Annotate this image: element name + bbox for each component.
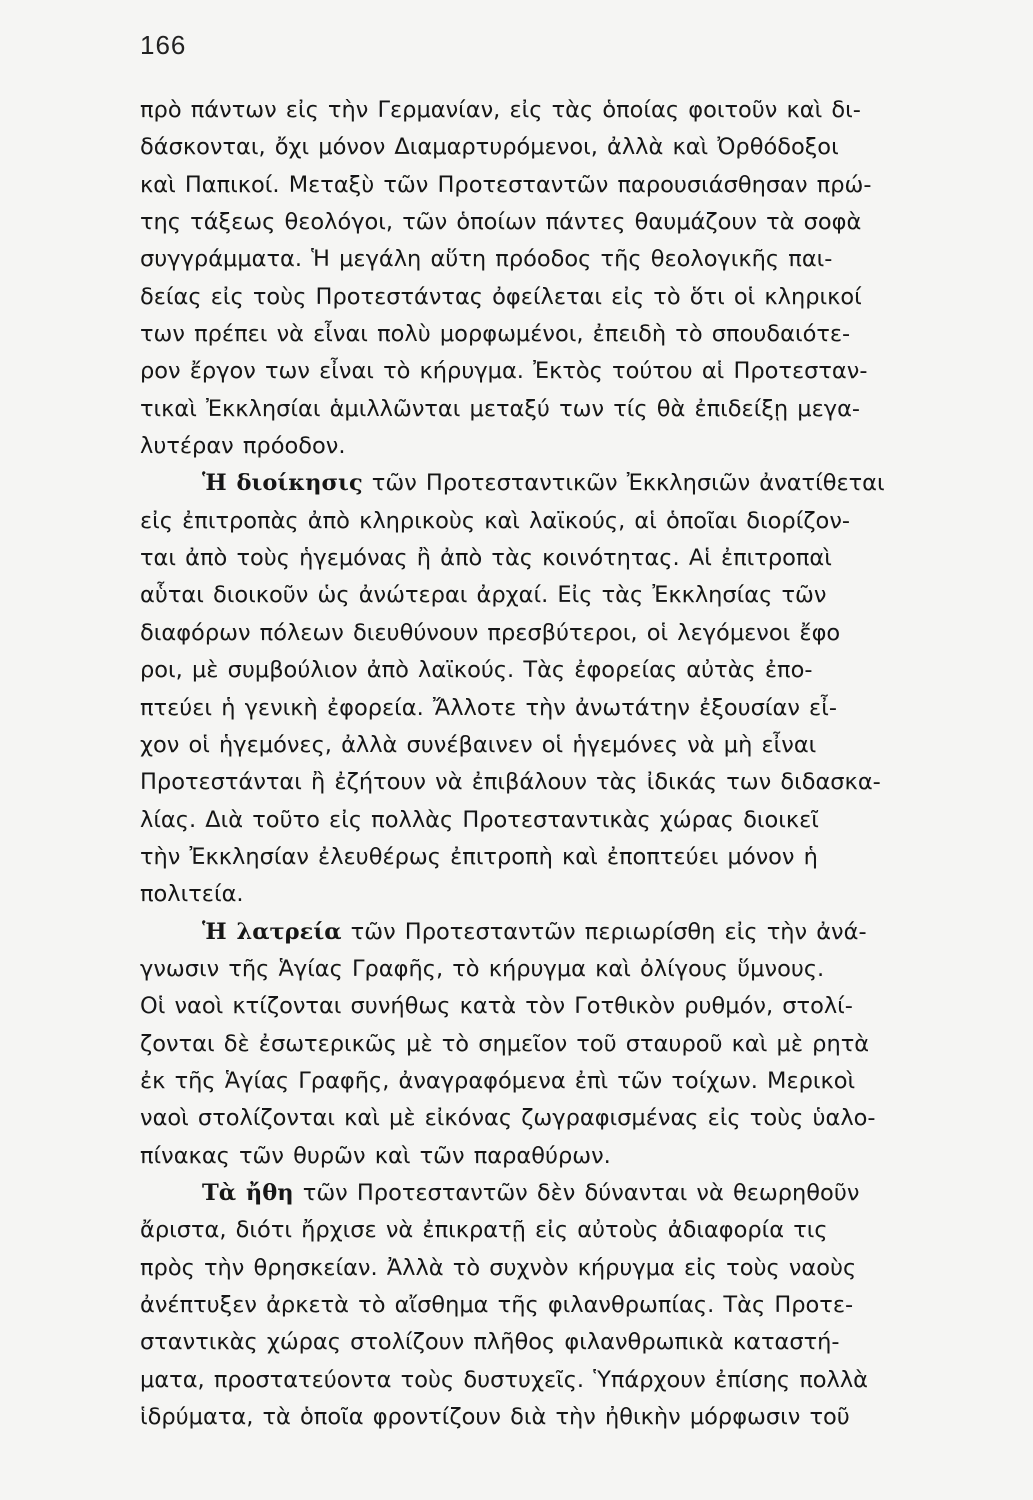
text-line: Προτεστάνται ἢ ἐζήτουν νὰ ἐπιβάλουν τὰς ἰδικάς των διδασκα-: [140, 769, 881, 796]
text-line: λίας. Διὰ τοῦτο εἰς πολλὰς Προτεσταντικὰς χώρας διοικεῖ: [140, 806, 819, 833]
text-line: Οἱ ναοὶ κτίζονται συνήθως κατὰ τὸν Γοτθικὸν ρυθμόν, στολί-: [140, 993, 853, 1020]
text-line: ναοὶ στολίζονται καὶ μὲ εἰκόνας ζωγραφισμένας εἰς τοὺς ὑαλο-: [140, 1105, 876, 1132]
text-line: ροι, μὲ συμβούλιον ἀπὸ λαϊκούς. Τὰς ἐφορείας αὐτὰς ἐπο-: [140, 657, 813, 684]
text-line: λυτέραν πρόοδον.: [140, 433, 346, 460]
text-line: ρον ἔργον των εἶναι τὸ κήρυγμα. Ἐκτὸς τούτου αἱ Προτεσταν-: [140, 358, 868, 385]
text-line: χον οἱ ἡγεμόνες, ἀλλὰ συνέβαινεν οἱ ἡγεμόνες νὰ μὴ εἶναι: [140, 731, 817, 758]
text-line: πολιτεία.: [140, 881, 244, 908]
text-line: εἰς ἐπιτροπὰς ἀπὸ κληρικοὺς καὶ λαϊκούς, αἱ ὁποῖαι διορίζον-: [140, 507, 851, 534]
text-line: ζονται δὲ ἐσωτερικῶς μὲ τὸ σημεῖον τοῦ σταυροῦ καὶ μὲ ρητὰ: [140, 1030, 870, 1057]
section-heading-morals: Τὰ ἤθη: [202, 1179, 294, 1206]
paragraph-administration-start: Ἡ διοίκησις τῶν Προτεσταντικῶν Ἐκκλησιῶν ἀνατίθεται: [202, 470, 885, 497]
text-line: πρὸ πάντων εἰς τὴν Γερμανίαν, εἰς τὰς ὁποίας φοιτοῦν καὶ δι-: [140, 97, 861, 123]
text-line: ἱδρύματα, τὰ ὁποῖα φροντίζουν διὰ τὴν ἠθικὴν μόρφωσιν τοῦ: [140, 1404, 850, 1431]
text-line: ἀνέπτυξεν ἀρκετὰ τὸ αἴσθημα τῆς φιλανθρωπίας. Τὰς Προτε-: [140, 1292, 854, 1318]
text-line: γνωσιν τῆς Ἁγίας Γραφῆς, τὸ κήρυγμα καὶ ὀλίγους ὕμνους.: [140, 955, 825, 982]
text-line: δάσκονται, ὄχι μόνον Διαμαρτυρόμενοι, ἀλλὰ καὶ Ὀρθόδοξοι: [140, 134, 839, 161]
text-line: ἐκ τῆς Ἁγίας Γραφῆς, ἀναγραφόμενα ἐπὶ τῶν τοίχων. Μερικοὶ: [140, 1067, 856, 1094]
text-line: των πρέπει νὰ εἶναι πολὺ μορφωμένοι, ἐπειδὴ τὸ σπουδαιότε-: [140, 321, 851, 348]
page-number: 166: [140, 30, 187, 60]
text-line: ματα, προστατεύοντα τοὺς δυστυχεῖς. Ὑπάρχουν ἐπίσης πολλὰ: [140, 1366, 869, 1393]
text-line: συγγράμματα. Ἡ μεγάλη αὕτη πρόοδος τῆς θεολογικῆς παι-: [140, 246, 833, 273]
text-line: σταντικὰς χώρας στολίζουν πλῆθος φιλανθρωπικὰ καταστή-: [140, 1329, 840, 1356]
text-line: της τάξεως θεολόγοι, τῶν ὁποίων πάντες θαυμάζουν τὰ σοφὰ: [140, 209, 862, 236]
text-line: ἄριστα, διότι ἤρχισε νὰ ἐπικρατῇ εἰς αὐτοὺς ἀδιαφορία τις: [140, 1217, 828, 1244]
section-heading-worship: Ἡ λατρεία: [202, 918, 342, 945]
text-line: πρὸς τὴν θρησκείαν. Ἀλλὰ τὸ συχνὸν κήρυγμα εἰς τοὺς ναοὺς: [140, 1254, 857, 1281]
text-line: τικαὶ Ἐκκλησίαι ἁμιλλῶνται μεταξύ των τίς θὰ ἐπιδείξῃ μεγα-: [140, 395, 861, 422]
text-line: δείας εἰς τοὺς Προτεστάντας ὀφείλεται εἰς τὸ ὅτι οἱ κληρικοί: [140, 283, 862, 310]
paragraph-morals-start: Τὰ ἤθη τῶν Προτεσταντῶν δὲν δύνανται νὰ θεωρηθοῦν: [202, 1179, 860, 1206]
text-line: καὶ Παπικοί. Μεταξὺ τῶν Προτεσταντῶν παρουσιάσθησαν πρώ-: [140, 171, 872, 198]
text-line: πτεύει ἡ γενικὴ ἐφορεία. Ἄλλοτε τὴν ἀνωτάτην ἐξουσίαν εἶ-: [140, 694, 837, 721]
text-line: πίνακας τῶν θυρῶν καὶ τῶν παραθύρων.: [140, 1142, 611, 1169]
text-line: ται ἀπὸ τοὺς ἡγεμόνας ἢ ἀπὸ τὰς κοινότητας. Αἱ ἐπιτροπαὶ: [140, 545, 832, 572]
text-line: διαφόρων πόλεων διευθύνουν πρεσβύτεροι, οἱ λεγόμενοι ἔφο: [140, 619, 841, 646]
paragraph-worship-start: Ἡ λατρεία τῶν Προτεσταντῶν περιωρίσθη εἰς τὴν ἀνά-: [202, 918, 867, 945]
text-line: τὴν Ἐκκλησίαν ἐλευθέρως ἐπιτροπὴ καὶ ἐποπτεύει μόνον ἡ: [140, 843, 818, 870]
text-line: αὗται διοικοῦν ὡς ἀνώτεραι ἀρχαί. Εἰς τὰς Ἐκκλησίας τῶν: [140, 582, 827, 609]
section-heading-administration: Ἡ διοίκησις: [202, 470, 363, 497]
body-text: [140, 92, 1018, 1436]
